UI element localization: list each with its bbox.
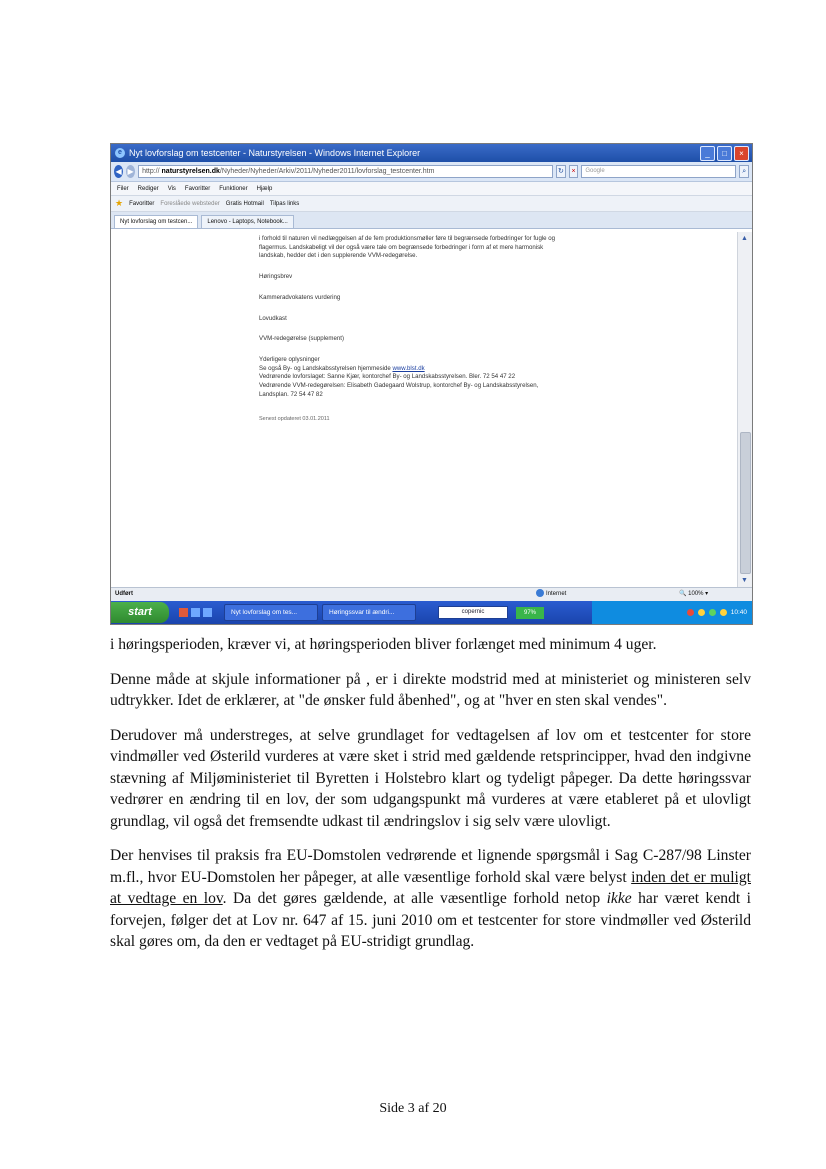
taskbar-item-browser[interactable]: Nyt lovforslag om tes...: [224, 604, 318, 621]
contact-text: Vedrørende VVM-redegørelsen: Elisabeth Gadegaard Wolstrup, kontorchef By- og Landskabsstyrelsen, Landsplan. 72 54 47 82: [259, 382, 539, 398]
article-paragraph: i forhold til naturen vil nedlæggelsen af de fem produktionsmøller føre til begrænsede forbedringer for fugle og flagermus. Landskabeligt vil der også være tale om begrænsede forbedringer i form af et mere harmonisk landskab, hedder det i den supplerende VVM-redegørelse.: [259, 235, 556, 260]
quicklaunch-icon[interactable]: [191, 608, 200, 617]
scroll-thumb[interactable]: [740, 432, 751, 574]
stop-icon[interactable]: ×: [569, 165, 579, 178]
tray-icon[interactable]: [709, 609, 716, 616]
link-vvm[interactable]: VVM-redegørelse (supplement): [259, 335, 345, 343]
article-text: [259, 235, 569, 436]
link-lovudkast[interactable]: Lovudkast: [259, 314, 287, 322]
copernic-search-input[interactable]: copernic: [438, 606, 508, 619]
status-bar: [111, 587, 752, 601]
tray-icon[interactable]: [687, 609, 694, 616]
updated-date: Senest opdateret 03.01.2011: [259, 416, 330, 423]
favorites-link[interactable]: Gratis Hotmail: [225, 200, 264, 207]
letter-paragraph: i høringsperioden, kræver vi, at høringsperioden bliver forlænget med minimum 4 uger.: [110, 636, 657, 653]
letter-body: [110, 634, 751, 966]
search-icon[interactable]: ⌕: [739, 165, 749, 178]
ie-quicklaunch-icon[interactable]: [203, 608, 212, 617]
letter-paragraph: Der henvises til praksis fra EU-Domstolen vedrørende et lignende spørgsmål i Sag C-287/98 Linster m.fl., hvor EU-Domstolen her påpeger, at alle væsentlige forhold skal være belyst inden det er muligt at vedtage en lov. Da det gøres gældende, at alle væsentlige forhold netop ikke har været kendt i forvejen, følger det at Lov nr. 647 af 15. juni 2010 om et testcenter for store vindmøller ved Østerild skal gøres om, da den er vedtaget på EU-stridigt grundlag.: [110, 847, 751, 950]
tab-lenovo[interactable]: Lenovo - Laptops, Notebook...: [201, 215, 293, 228]
underlined-text: inden det er muligt at vedtage en lov: [110, 868, 751, 907]
forward-icon[interactable]: ▶: [127, 167, 134, 176]
refresh-icon[interactable]: ↻: [556, 165, 566, 178]
page-content: [111, 232, 736, 587]
tray-icon[interactable]: [720, 609, 727, 616]
menu-item[interactable]: Vis: [167, 185, 176, 192]
window-titlebar: [111, 144, 752, 162]
clock: 10:40: [730, 609, 747, 616]
menu-item[interactable]: Favoritter: [184, 185, 211, 192]
contact-text: Vedrørende lovforslaget: Sanne Kjær, kontorchef By- og Landskabsstyrelsen. Bler. 72 54 47 22: [259, 373, 516, 381]
info-see-text: Se også By- og Landskabsstyrelsen hjemmeside: [259, 364, 391, 372]
link-blst[interactable]: www.blst.dk: [392, 364, 425, 372]
quicklaunch-icon[interactable]: [179, 608, 188, 617]
scrollbar[interactable]: [737, 232, 752, 587]
info-heading: Yderligere oplysninger: [259, 355, 320, 363]
letter-paragraph: Derudover må understreges, at selve grundlaget for vedtagelsen af lov om et testcenter for store vindmøller ved Østerild vurderes at være sket i strid med gældende retsprincipper, hvad den indgivne stævning af Miljøministeriet til Byretten i Holstebro klart og tydeligt påpeger. Da dette høringssvar vedrører en ændring til en lov, der som udgangspunkt må vurderes at være etableret på et ulovligt grundlag, vil også det fremsendte udkast til ændringslov i sig selv være ulovligt.: [110, 726, 751, 830]
italic-text: ikke: [606, 890, 632, 907]
tab-nyt-lovforslag[interactable]: Nyt lovforslag om testcen...: [114, 215, 198, 228]
page-number: Side 3 af 20: [379, 1101, 447, 1116]
menu-item[interactable]: Funktioner: [219, 185, 248, 192]
favorites-link[interactable]: Tilpas links: [269, 200, 300, 207]
zoom-control[interactable]: 🔍 100% ▾: [679, 591, 709, 597]
favorites-bar: [111, 196, 752, 212]
status-text: Udført: [115, 591, 133, 597]
start-button[interactable]: start: [111, 602, 169, 623]
letter-paragraph: Denne måde at skjule informationer på , er i direkte modstrid med at ministeriet og ministeren selv udtrykker. Idet de erklærer, at "de ønsker fuld åbenhed", og at "hver en sten skal vendes".: [110, 670, 751, 709]
menu-bar: [111, 182, 752, 196]
link-kammeradvokat[interactable]: Kammeradvokatens vurdering: [259, 293, 341, 301]
browser-screenshot: [110, 143, 753, 625]
favorites-link[interactable]: Foreslåede websteder: [160, 200, 220, 207]
link-hoeringsbrev[interactable]: Høringsbrev: [259, 273, 293, 281]
menu-item[interactable]: Filer: [117, 185, 129, 192]
system-tray: [592, 601, 752, 624]
url-field[interactable]: http:// naturstyrelsen.dk/Nyheder/Nyheder/Arkiv/2011/Nyheder2011/lovforslag_testcenter.htm: [138, 165, 553, 178]
search-input[interactable]: Google: [581, 165, 736, 178]
window-title: Nyt lovforslag om testcenter - Naturstyrelsen - Windows Internet Explorer: [129, 148, 421, 158]
favorites-button[interactable]: Favoritter: [129, 200, 155, 207]
close-icon[interactable]: ×: [734, 146, 749, 161]
back-icon[interactable]: ◀: [115, 167, 122, 176]
favorites-star-icon: ★: [115, 198, 124, 208]
tray-icon[interactable]: [698, 609, 705, 616]
scroll-down-icon[interactable]: ▼: [741, 577, 748, 584]
battery-indicator: 97%: [516, 607, 544, 619]
maximize-icon[interactable]: □: [717, 146, 732, 161]
minimize-icon[interactable]: _: [700, 146, 715, 161]
taskbar-item-document[interactable]: Høringssvar til ændri...: [322, 604, 416, 621]
address-bar: [111, 162, 752, 182]
scroll-up-icon[interactable]: ▲: [741, 235, 748, 242]
ie-logo-icon: e: [115, 148, 125, 158]
taskbar: [111, 601, 752, 624]
zone-indicator: Internet: [536, 588, 566, 601]
globe-icon: [536, 589, 544, 597]
tab-bar: [111, 212, 752, 229]
window-controls: [700, 146, 749, 161]
menu-item[interactable]: Hjælp: [256, 185, 273, 192]
menu-item[interactable]: Rediger: [137, 185, 159, 192]
